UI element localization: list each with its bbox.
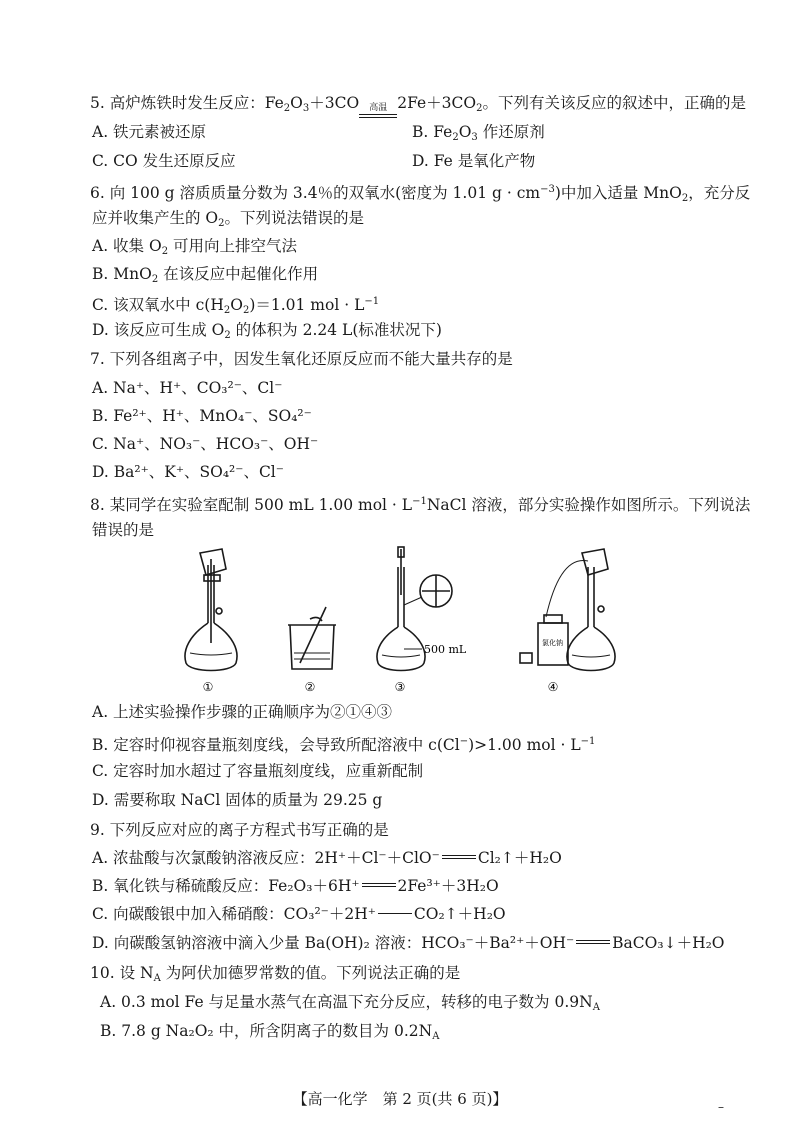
figure-label-1: ① [202, 680, 214, 694]
q10-stem: 10. 设 $N_A$ 为阿伏加德罗常数的值。下列说法正确的是 [90, 964, 461, 984]
figure-label-2: ② [304, 680, 316, 694]
q6-stem-line2: 应并收集产生的 $O_2$。下列说法错误的是 [92, 209, 365, 229]
q6-option-a: A. 收集 $O_2$ 可用向上排空气法 [92, 237, 297, 257]
q6-option-d: D. 该反应可生成 $O_2$ 的体积为 2.24 L(标准状况下) [92, 321, 442, 341]
figure-step-4 [520, 549, 615, 671]
q5-stem: 5. 高炉炼铁时发生反应：$Fe_2O_3+3CO$ 高温 $2Fe+3CO_2$。下列有关该反应的叙述中，正确的是 [90, 93, 740, 119]
figure-step-2 [288, 607, 336, 669]
q7-option-c: C. Na⁺、NO₃⁻、HCO₃⁻、OH⁻ [92, 435, 319, 453]
figure-step-1 [185, 549, 237, 671]
q5-option-a: A. 铁元素被还原 [92, 123, 207, 141]
corner-mark: – [718, 1100, 724, 1114]
q8-option-a: A. 上述实验操作步骤的正确顺序为②①④③ [92, 703, 393, 721]
figure-label-3: ③ [394, 680, 406, 694]
q5-option-d: D. Fe 是氧化产物 [412, 152, 536, 170]
q6-stem-line1: 6. 向 100 g 溶质质量分数为 3.4％的双氧水(密度为 1.01 $g \cdot cm^{-3}$)中加入适量 MnO$_2$，充分反 [90, 184, 751, 204]
bottle-label: 氯化钠 [542, 639, 563, 647]
q9-option-d: D. 向碳酸氢钠溶液中滴入少量 Ba(OH)₂ 溶液：HCO₃⁻＋Ba²⁺＋OH⁻ BaCO₃↓＋H₂O [92, 934, 725, 952]
q9-option-c: C. 向碳酸银中加入稀硝酸：CO₃²⁻＋2H⁺ CO₂↑＋H₂O [92, 905, 506, 923]
q10-option-a: A. 0.3 mol Fe 与足量水蒸气在高温下充分反应，转移的电子数为 $0.9N_A$ [100, 993, 600, 1013]
q9-option-b: B. 氧化铁与稀硫酸反应：Fe₂O₃＋6H⁺ 2Fe³⁺＋3H₂O [92, 877, 499, 895]
reaction-condition: 高温 [359, 104, 397, 118]
q6-option-b: B. MnO$_2$ 在该反应中起催化作用 [92, 265, 319, 285]
q8-option-b: B. 定容时仰视容量瓶刻度线，会导致所配溶液中 c(Cl−)>1.00 mol · $L^{-1}$ [92, 736, 596, 754]
q7-option-a: A. Na⁺、H⁺、CO₃²⁻、Cl⁻ [92, 379, 283, 397]
q8-option-c: C. 定容时加水超过了容量瓶刻度线，应重新配制 [92, 762, 424, 780]
q5-option-b: B. $Fe_2O_3$ 作还原剂 [412, 123, 545, 143]
q6-option-c: C. 该双氧水中 $c(H_2O_2)=1.01$ mol · $L^{-1}$ [92, 296, 380, 316]
q8-stem-line1: 8. 某同学在实验室配制 500 mL 1.00 mol · $L^{-1}NaCl$ 溶液，部分实验操作如图所示。下列说法 [90, 496, 751, 514]
figure-label-4: ④ [547, 680, 559, 694]
q8-option-d: D. 需要称取 NaCl 固体的质量为 29.25 g [92, 791, 383, 809]
q9-stem: 9. 下列反应对应的离子方程式书写正确的是 [90, 821, 389, 839]
q5-option-c: C. CO 发生还原反应 [92, 152, 236, 170]
lab-procedure-figure [160, 545, 640, 695]
q7-stem: 7. 下列各组离子中，因发生氧化还原反应而不能大量共存的是 [90, 350, 513, 368]
q10-option-b: B. 7.8 g Na₂O₂ 中，所含阴离子的数目为 $0.2N_A$ [100, 1022, 440, 1042]
q7-option-b: B. Fe²⁺、H⁺、MnO₄⁻、SO₄²⁻ [92, 407, 312, 425]
q8-stem-line2: 错误的是 [92, 521, 155, 539]
page-footer: 【高一化学 第 2 页(共 6 页)】 [292, 1090, 508, 1108]
flask-volume-mark: 500 mL [424, 643, 467, 656]
q7-option-d: D. Ba²⁺、K⁺、SO₄²⁻、Cl⁻ [92, 463, 284, 481]
q9-option-a: A. 浓盐酸与次氯酸钠溶液反应：2H⁺＋Cl⁻＋ClO⁻ Cl₂↑＋H₂O [92, 849, 562, 867]
